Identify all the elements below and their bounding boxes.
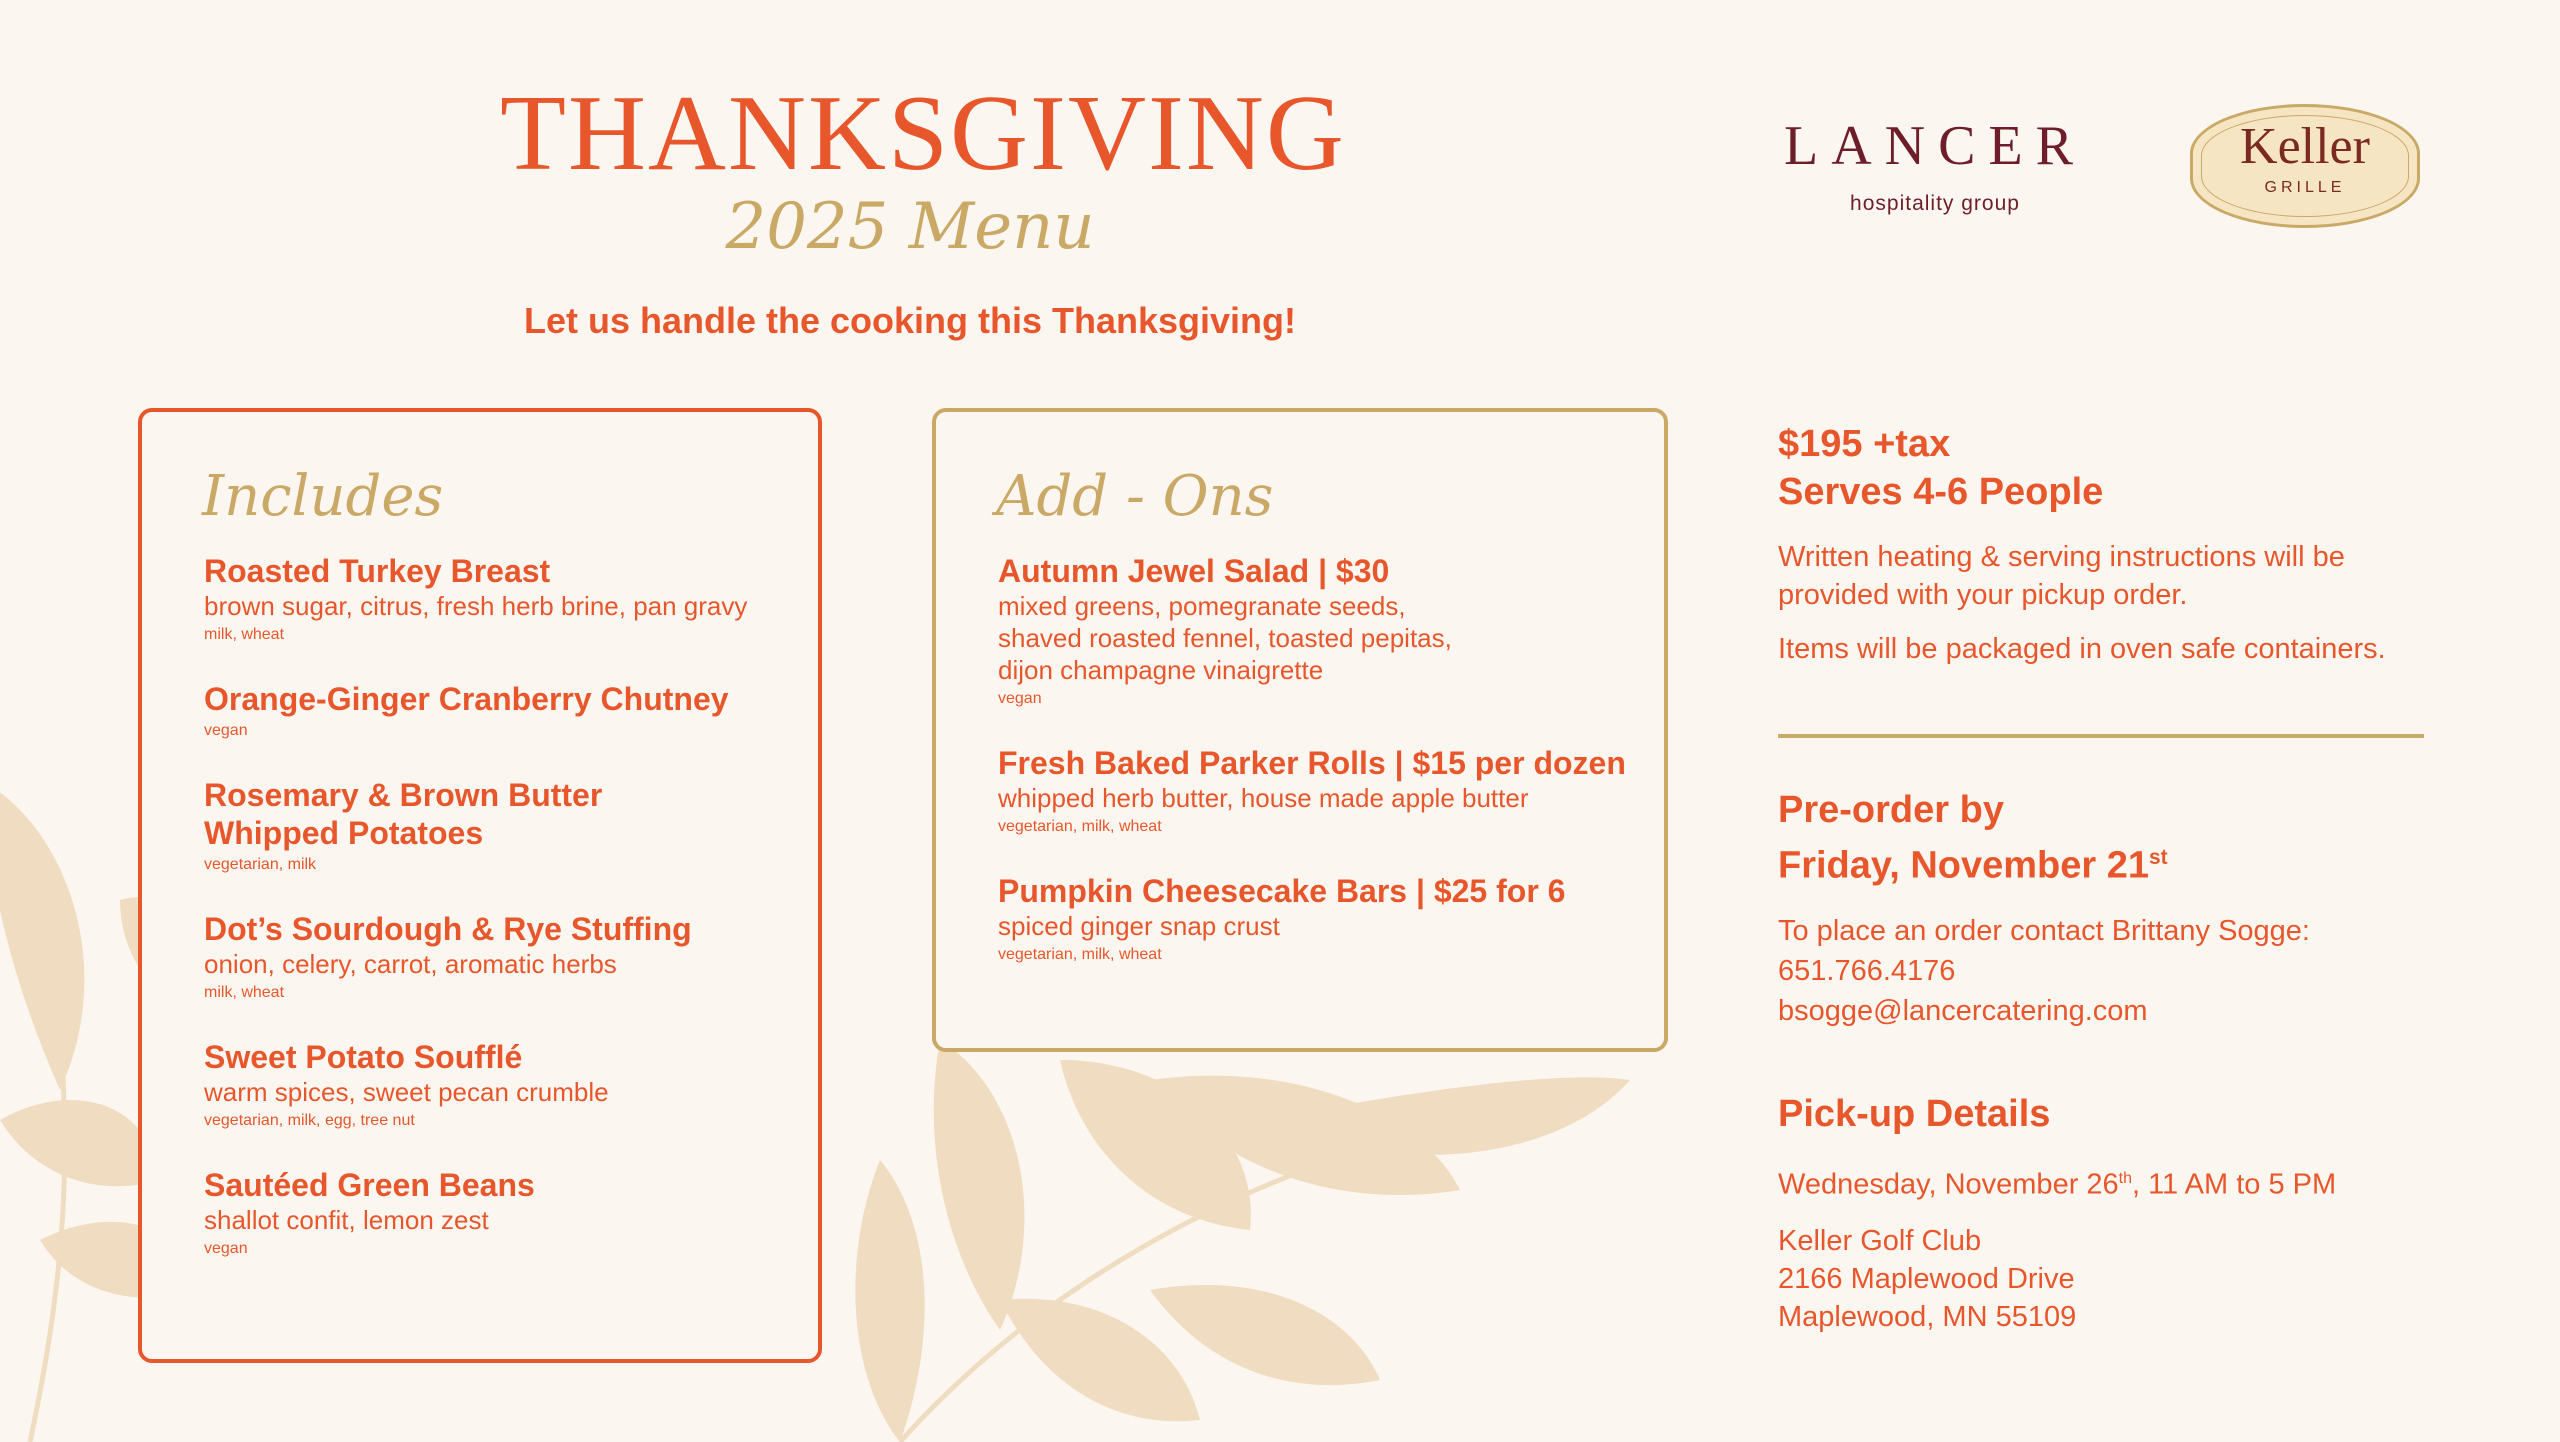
list-item bbox=[204, 776, 788, 876]
preorder-date-suffix: st bbox=[2149, 846, 2168, 869]
item-description: shallot confit, lemon zest bbox=[204, 1205, 489, 1235]
item-dietary-tags: vegetarian, milk bbox=[204, 856, 317, 873]
item-description: mixed greens, pomegranate seeds, shaved roasted fennel, toasted pepitas, dijon champagne vinaigrette bbox=[998, 591, 1452, 685]
page-subtitle: 2025 Menu bbox=[725, 190, 1095, 264]
preorder-section bbox=[1778, 786, 2428, 1030]
pickup-section bbox=[1778, 1090, 2428, 1336]
preorder-heading-line1: Pre-order by bbox=[1778, 789, 2004, 831]
pickup-address-line1: 2166 Maplewood Drive bbox=[1778, 1262, 2075, 1295]
list-item bbox=[204, 1038, 788, 1132]
item-dietary-tags: vegan bbox=[204, 1240, 248, 1257]
price: $195 +tax bbox=[1778, 423, 1951, 465]
order-details bbox=[1778, 420, 2428, 668]
preorder-heading-line2 bbox=[1778, 834, 2428, 890]
item-dietary-tags: vegetarian, milk, wheat bbox=[998, 818, 1162, 835]
item-name: Sautéed Green Beans bbox=[204, 1167, 535, 1203]
contact-email[interactable]: bsogge@lancercatering.com bbox=[1778, 994, 2148, 1027]
lancer-logo bbox=[1770, 115, 2100, 216]
list-item bbox=[998, 744, 1634, 838]
serves: Serves 4-6 People bbox=[1778, 471, 2104, 513]
item-dietary-tags: milk, wheat bbox=[204, 626, 285, 643]
packaging-note: Items will be packaged in oven safe containers. bbox=[1778, 633, 2386, 665]
item-description: spiced ginger snap crust bbox=[998, 911, 1280, 941]
preorder-date: Friday, November 21 bbox=[1778, 844, 2150, 887]
item-dietary-tags: vegetarian, milk, wheat bbox=[998, 946, 1162, 963]
pickup-date-suffix: th bbox=[2118, 1170, 2132, 1187]
list-item bbox=[204, 680, 788, 742]
lancer-logo-sub: hospitality group bbox=[1850, 192, 2020, 215]
item-description: warm spices, sweet pecan crumble bbox=[204, 1077, 609, 1107]
keller-grille-logo bbox=[2190, 104, 2420, 228]
item-name: Dot’s Sourdough & Rye Stuffing bbox=[204, 911, 692, 947]
tagline: Let us handle the cooking this Thanksgiving! bbox=[523, 300, 1297, 341]
list-item bbox=[204, 910, 788, 1004]
item-name: Pumpkin Cheesecake Bars | $25 for 6 bbox=[998, 873, 1566, 909]
addons-list bbox=[998, 552, 1634, 1000]
keller-logo-sub: GRILLE bbox=[2264, 179, 2346, 196]
item-name: Fresh Baked Parker Rolls | $15 per dozen bbox=[998, 745, 1626, 781]
item-description: onion, celery, carrot, aromatic herbs bbox=[204, 949, 617, 979]
item-description: brown sugar, citrus, fresh herb brine, pan gravy bbox=[204, 591, 748, 621]
addons-title: Add - Ons bbox=[996, 464, 1274, 529]
item-name: Rosemary & Brown Butter Whipped Potatoes bbox=[204, 777, 603, 851]
contact-phone[interactable]: 651.766.4176 bbox=[1778, 954, 1956, 987]
keller-logo-name: Keller bbox=[2240, 118, 2370, 175]
includes-title: Includes bbox=[202, 464, 444, 529]
includes-list bbox=[204, 552, 788, 1294]
item-dietary-tags: vegan bbox=[204, 722, 248, 739]
item-name: Orange-Ginger Cranberry Chutney bbox=[204, 681, 729, 717]
addons-card bbox=[932, 408, 1668, 1052]
heating-note: Written heating & serving instructions will be provided with your pickup order. bbox=[1778, 541, 2345, 611]
pickup-venue: Keller Golf Club bbox=[1778, 1224, 1982, 1257]
divider bbox=[1778, 734, 2424, 738]
pickup-heading: Pick-up Details bbox=[1778, 1093, 2051, 1135]
list-item bbox=[204, 1166, 788, 1260]
lancer-logo-name: LANCER bbox=[1784, 115, 2086, 177]
item-name: Roasted Turkey Breast bbox=[204, 553, 551, 589]
item-description: whipped herb butter, house made apple butter bbox=[998, 783, 1529, 813]
page-title: THANKSGIVING bbox=[500, 74, 1346, 193]
list-item bbox=[204, 552, 788, 646]
pickup-address-line2: Maplewood, MN 55109 bbox=[1778, 1300, 2077, 1333]
item-name: Sweet Potato Soufflé bbox=[204, 1039, 523, 1075]
list-item bbox=[998, 872, 1634, 966]
includes-card bbox=[138, 408, 822, 1363]
pickup-date-text: Wednesday, November 26 bbox=[1778, 1168, 2119, 1201]
pickup-date bbox=[1778, 1160, 2428, 1204]
contact-text: To place an order contact Brittany Sogge: bbox=[1778, 914, 2310, 947]
item-dietary-tags: vegetarian, milk, egg, tree nut bbox=[204, 1112, 415, 1129]
item-name: Autumn Jewel Salad | $30 bbox=[998, 553, 1390, 589]
item-dietary-tags: milk, wheat bbox=[204, 984, 285, 1001]
item-dietary-tags: vegan bbox=[998, 690, 1042, 707]
pickup-time: , 11 AM to 5 PM bbox=[2131, 1168, 2337, 1201]
list-item bbox=[998, 552, 1634, 710]
